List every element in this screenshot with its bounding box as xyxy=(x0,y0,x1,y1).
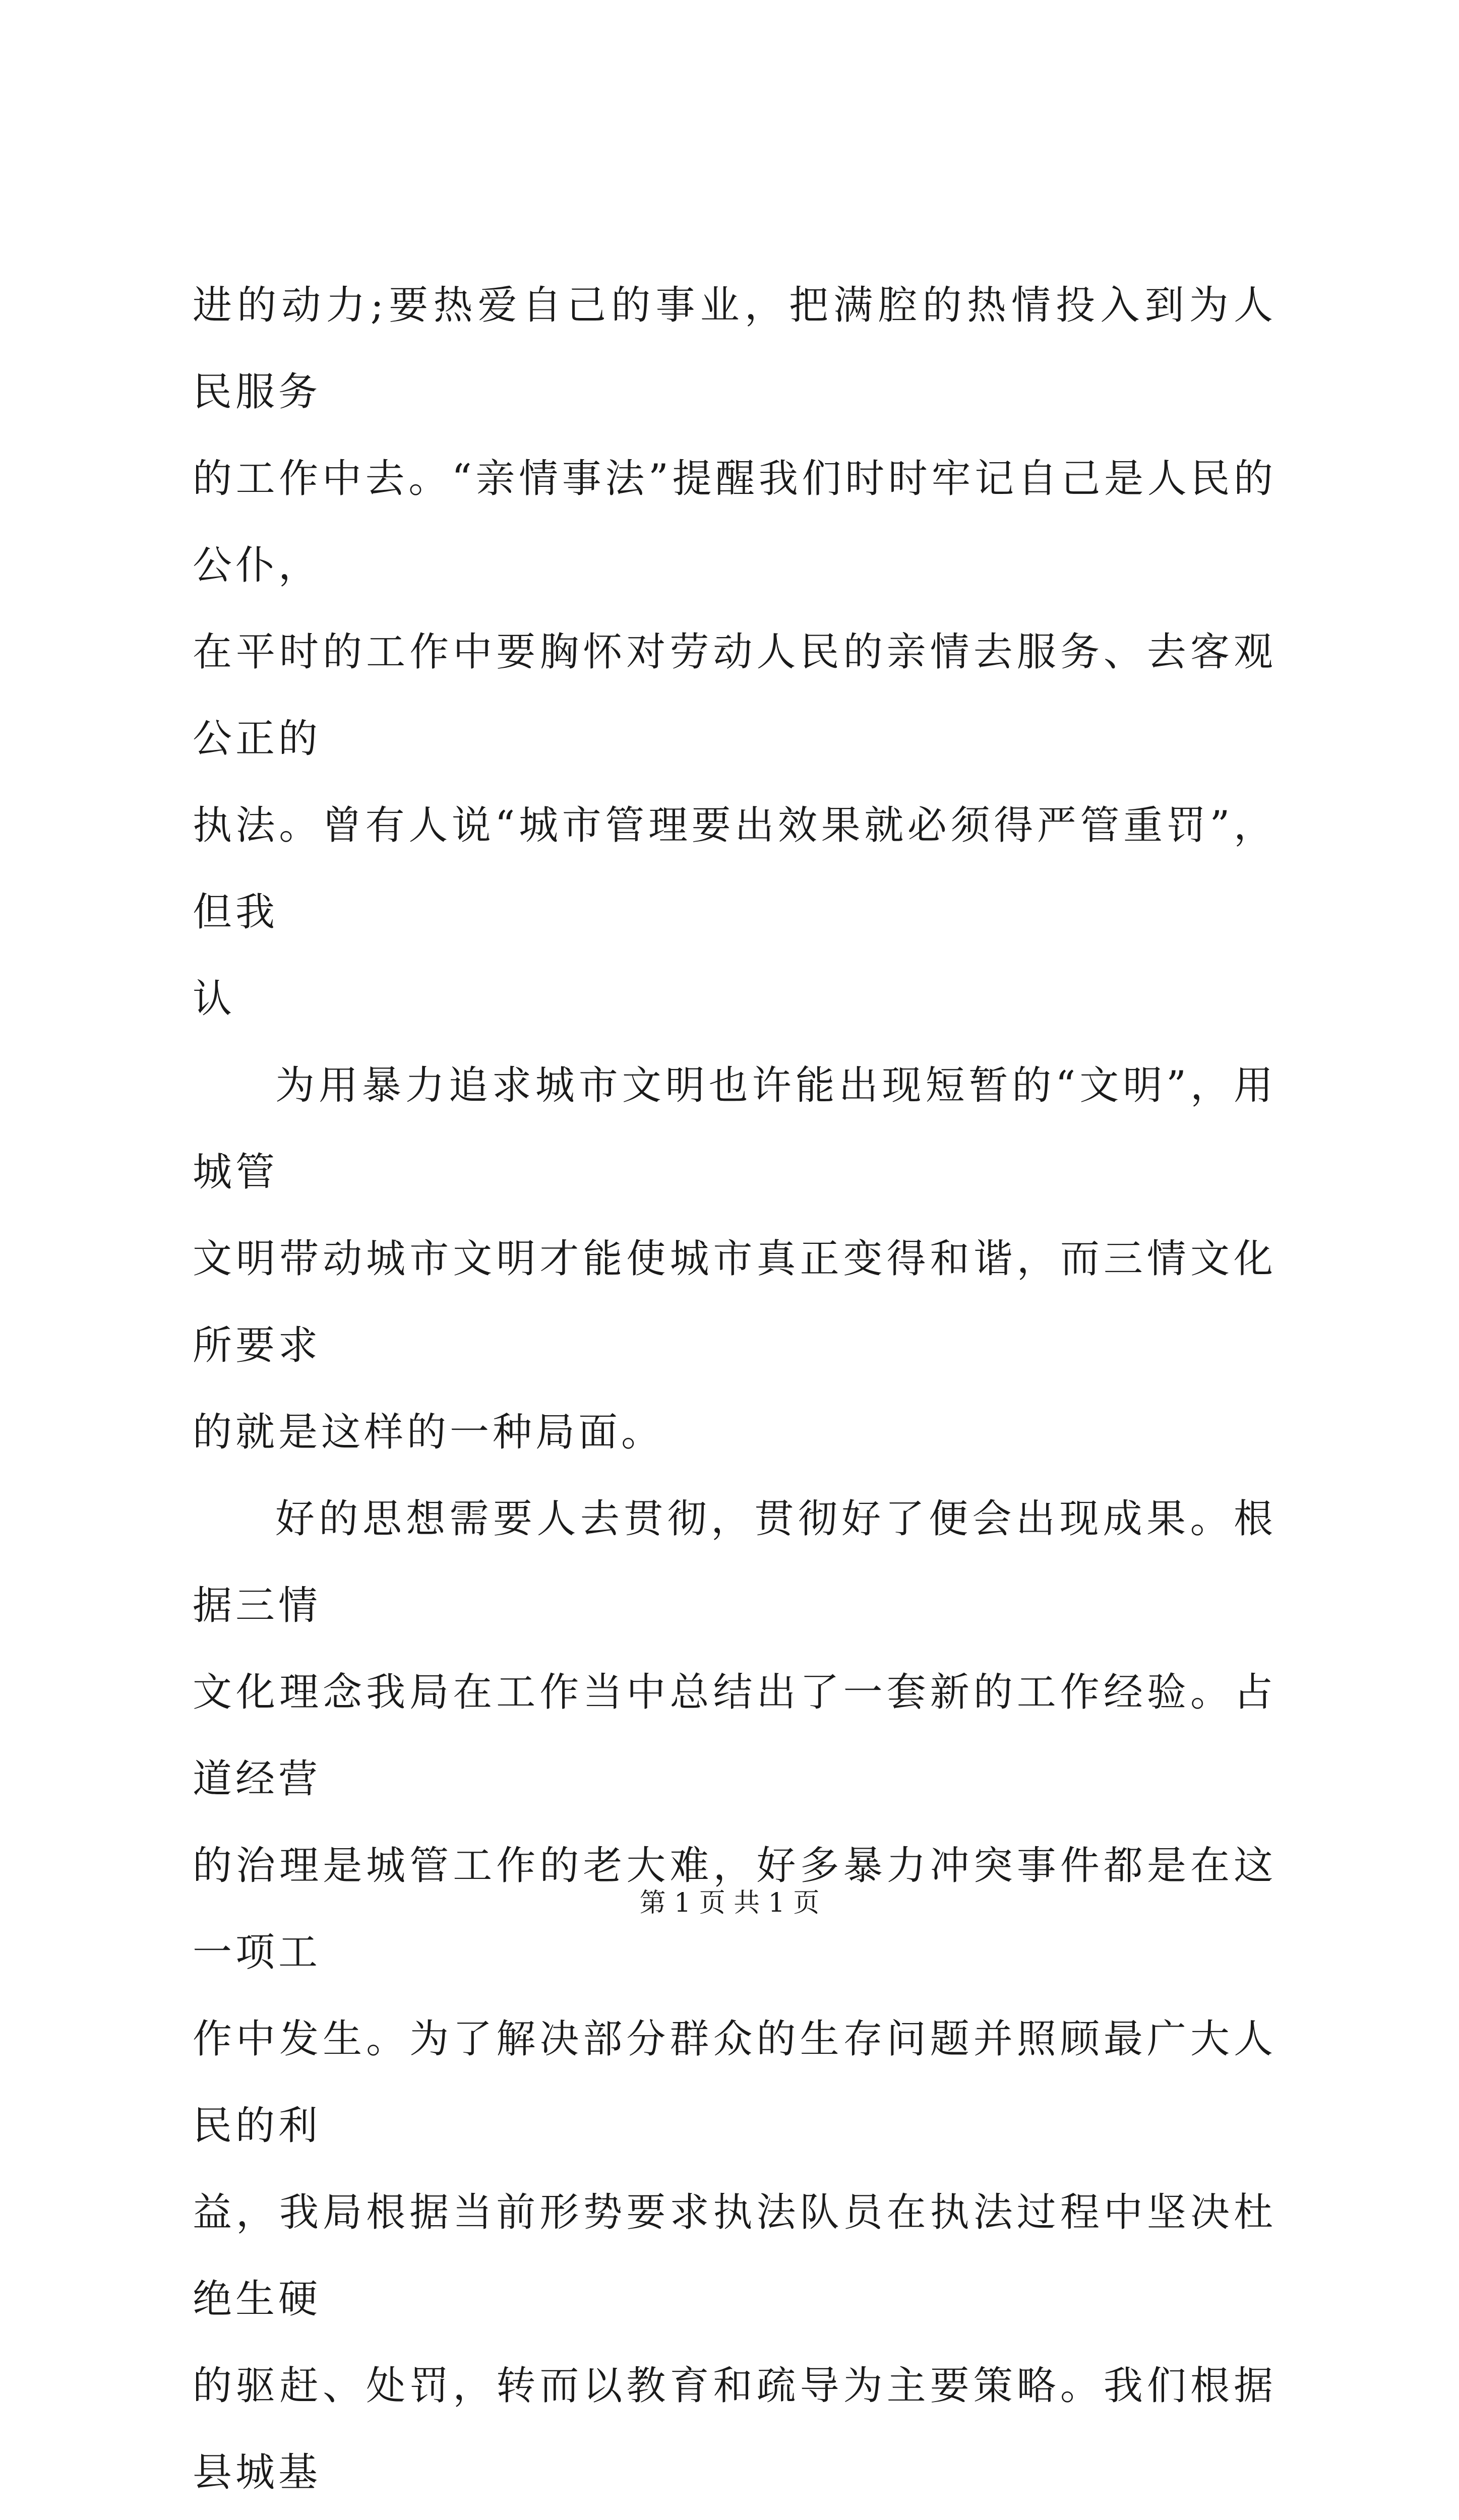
paragraph-line: 作中发生。为了解决部分群众的生存问题并照顾最广大人民的利 xyxy=(193,2017,1276,2149)
paragraph-line: 认 xyxy=(193,976,236,1022)
paragraph-line: 进的动力;要热爱自己的事业，把满腔的热情投入到为人民服务 xyxy=(193,283,1276,415)
paragraph-line: 为用暴力追求城市文明也许能出现短暂的“文明”，用城管 xyxy=(193,1063,1276,1195)
paragraph-line: 好的思想需要人去贯彻，贯彻好了便会出现成果。根据三情 xyxy=(193,1496,1276,1628)
paragraph-line: 益，我局根据当前形势要求执法队员在执法过程中坚决杜绝生硬 xyxy=(193,2190,1276,2322)
paragraph-line: 的驱赶、处罚，转而以教育和疏导为主要策略。我们根据县城基 xyxy=(193,2363,1276,2495)
paragraph-line: 的就是这样的一种局面。 xyxy=(193,1410,664,1455)
paragraph-2 xyxy=(193,1042,1276,1476)
paragraph-line: 文化理念我局在工作当中总结出了一套新的工作经验。占道经营 xyxy=(193,1670,1276,1802)
paragraph-line: 文明带动城市文明才能使城市真正变得和谐，而三情文化所要求 xyxy=(193,1236,1276,1368)
paragraph-line: 执法。曾有人说“城市管理要出效果就必须得严管重罚”，但我 xyxy=(193,803,1276,935)
paragraph-1 xyxy=(193,262,1276,1042)
paragraph-3 xyxy=(193,1476,1276,2520)
page-number-footer: 第 1 页 共 1 页 xyxy=(639,1888,820,1918)
document-body xyxy=(193,262,1276,2520)
paragraph-line: 的工作中去。“亲情事法”提醒我们时时牢记自己是人民的公仆， xyxy=(193,456,1276,588)
paragraph-line: 在平时的工作中要胸怀对劳动人民的亲情去服务、去客观公正的 xyxy=(193,629,1276,762)
paragraph-line: 的治理是城管工作的老大难，好多暴力冲突事件都是在这一项工 xyxy=(193,1843,1276,1975)
